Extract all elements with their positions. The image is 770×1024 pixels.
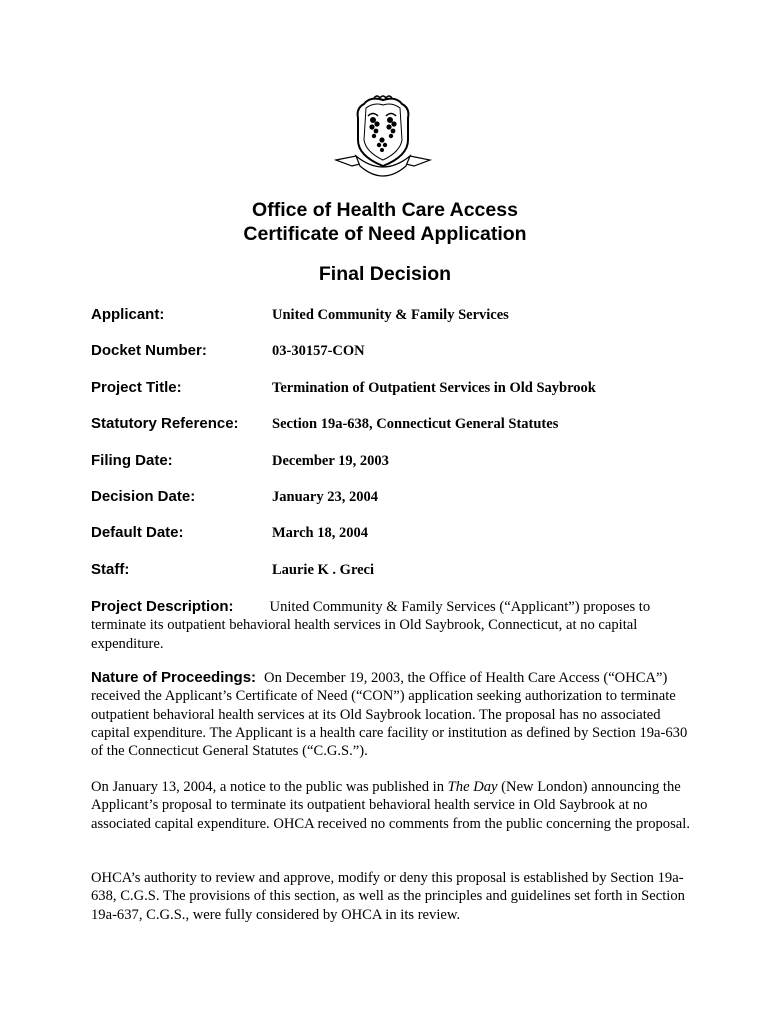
connecticut-state-seal-icon	[330, 94, 436, 186]
nature-of-proceedings-text: On December 19, 2003, the Office of Health Care Access (“OHCA”) received the Applicant’s Certificate of Need (“CON”) application seeking authorization to terminate outpatient behavioral health services at its Old Saybrook location. The proposal has no associated capital expenditure. The Applicant is a health care facility or institution as defined by Section 19a-630 of the Connecticut General Statutes (“C.G.S.”).	[91, 670, 688, 760]
field-label: Decision Date:	[91, 488, 196, 505]
public-notice-paragraph	[91, 778, 691, 833]
project-description-text: United Community & Family Services (“Applicant”) proposes to terminate its outpatient behavioral health services in Old Saybrook, Connecticut, at no capital expenditure.	[91, 599, 651, 652]
office-title: Office of Health Care Access	[252, 199, 518, 221]
field-value: March 18, 2004	[272, 525, 368, 541]
field-label: Applicant:	[91, 306, 165, 323]
project-description-paragraph	[91, 598, 691, 653]
field-value: Section 19a-638, Connecticut General Statutes	[272, 416, 559, 432]
field-label: Docket Number:	[91, 342, 207, 359]
field-label: Default Date:	[91, 524, 184, 541]
application-title: Certificate of Need Application	[243, 223, 527, 245]
publication-name: The Day	[447, 779, 498, 795]
public-notice-text-end: (New London) announcing the Applicant’s proposal to terminate its outpatient behavioral health service in Old Saybrook at no associated capital expenditure. OHCA received no comments from the public concerning the proposal.	[91, 779, 690, 832]
field-value: 03-30157-CON	[272, 343, 365, 359]
field-value: United Community & Family Services	[272, 307, 509, 323]
nature-of-proceedings-paragraph	[91, 669, 691, 760]
public-notice-text-start: On January 13, 2004, a notice to the public was published in	[91, 779, 448, 795]
field-label: Staff:	[91, 561, 130, 578]
final-decision-heading: Final Decision	[318, 263, 452, 285]
field-label: Project Title:	[91, 379, 182, 396]
field-value: Termination of Outpatient Services in Old Saybrook	[272, 380, 596, 396]
field-value: December 19, 2003	[272, 453, 389, 469]
field-label: Filing Date:	[91, 452, 173, 469]
field-label: Statutory Reference:	[91, 415, 239, 432]
authority-text: OHCA’s authority to review and approve, modify or deny this proposal is established by Section 19a-638, C.G.S. The provisions of this section, as well as the principles and guidelines set forth in Section 19a-637, C.G.S., were fully considered by OHCA in its review.	[91, 870, 685, 923]
project-description-heading: Project Description:	[91, 598, 234, 615]
field-value: January 23, 2004	[272, 489, 378, 505]
nature-of-proceedings-heading: Nature of Proceedings:	[91, 669, 257, 686]
field-value: Laurie K . Greci	[272, 562, 375, 578]
authority-paragraph	[91, 869, 691, 924]
title-block	[0, 198, 770, 246]
